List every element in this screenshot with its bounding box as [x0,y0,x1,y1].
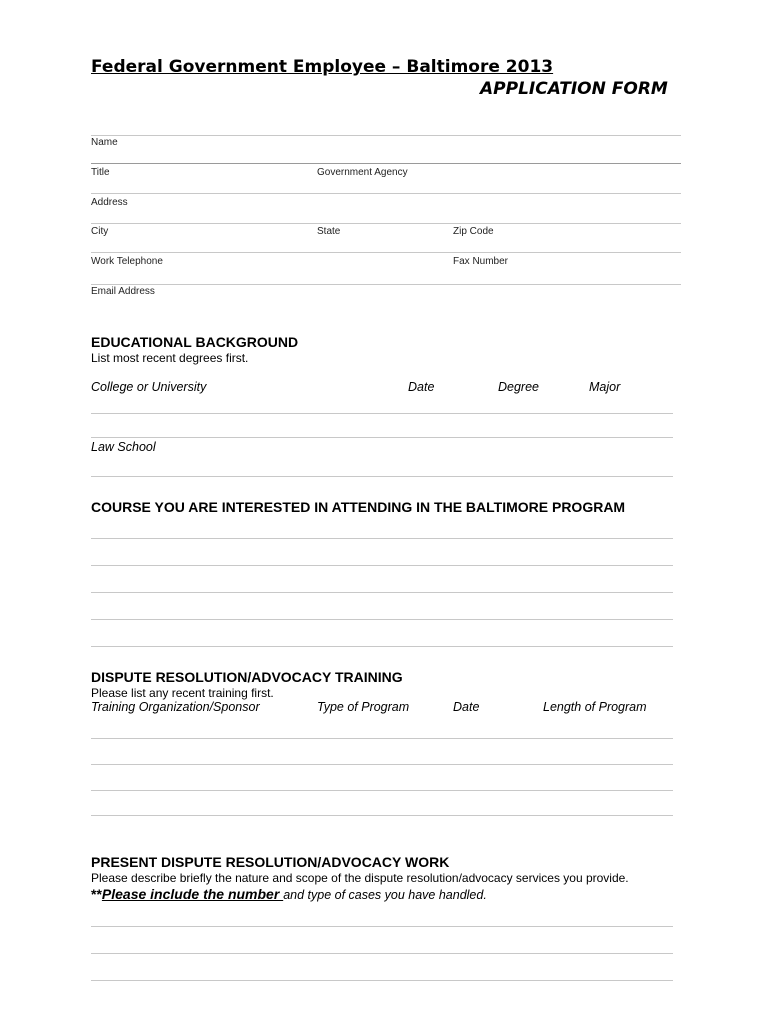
work-instruction-prefix: ** [91,886,102,902]
work-phone-label: Work Telephone [91,256,163,267]
work-heading: PRESENT DISPUTE RESOLUTION/ADVOCACY WORK [91,854,450,870]
name-field-line[interactable] [91,163,681,164]
education-col-date: Date [408,380,435,394]
training-heading: DISPUTE RESOLUTION/ADVOCACY TRAINING [91,669,403,685]
city-field-line[interactable] [91,252,681,253]
education-note: List most recent degrees first. [91,351,249,365]
fax-label: Fax Number [453,256,509,267]
form-title: Federal Government Employee – Baltimore 2013 [91,57,554,77]
training-col-sponsor: Training Organization/Sponsor [91,700,260,714]
training-note: Please list any recent training first. [91,686,274,700]
phone-field-line[interactable] [91,284,681,285]
address-field-line[interactable] [91,223,681,224]
title-label: Title [91,167,110,178]
training-col-length: Length of Program [543,700,647,714]
name-top-line [91,135,681,136]
email-label: Email Address [91,286,155,297]
address-label: Address [91,197,128,208]
course-entry-line[interactable] [91,619,673,620]
course-heading: COURSE YOU ARE INTERESTED IN ATTENDING IN THE BALTIMORE PROGRAM [91,499,626,515]
work-instruction [91,886,487,902]
education-entry-line[interactable] [91,413,673,414]
education-col-major: Major [589,380,621,394]
name-label: Name [91,137,118,148]
work-instruction-emphasis: Please include the number [101,886,284,902]
course-entry-line[interactable] [91,592,673,593]
training-entry-line[interactable] [91,738,673,739]
work-entry-line[interactable] [91,953,673,954]
education-col-degree: Degree [498,380,539,394]
training-entry-line[interactable] [91,764,673,765]
law-school-label: Law School [91,440,156,454]
course-entry-line[interactable] [91,538,673,539]
course-entry-line[interactable] [91,646,673,647]
education-heading: EDUCATIONAL BACKGROUND [91,334,299,350]
training-col-date: Date [453,700,480,714]
form-subtitle: APPLICATION FORM [480,79,668,99]
training-entry-line[interactable] [91,815,673,816]
state-label: State [317,226,341,237]
title-field-line[interactable] [91,193,681,194]
work-entry-line[interactable] [91,980,673,981]
education-col-college: College or University [91,380,207,394]
law-school-entry-line[interactable] [91,476,673,477]
zip-label: Zip Code [453,226,494,237]
city-label: City [91,226,109,237]
course-entry-line[interactable] [91,565,673,566]
agency-label: Government Agency [317,167,408,178]
training-entry-line[interactable] [91,790,673,791]
training-col-type: Type of Program [317,700,410,714]
work-note: Please describe briefly the nature and scope of the dispute resolution/advocacy services you provide. [91,871,629,885]
education-entry-line[interactable] [91,437,673,438]
work-entry-line[interactable] [91,926,673,927]
work-instruction-rest: and type of cases you have handled. [283,888,487,902]
